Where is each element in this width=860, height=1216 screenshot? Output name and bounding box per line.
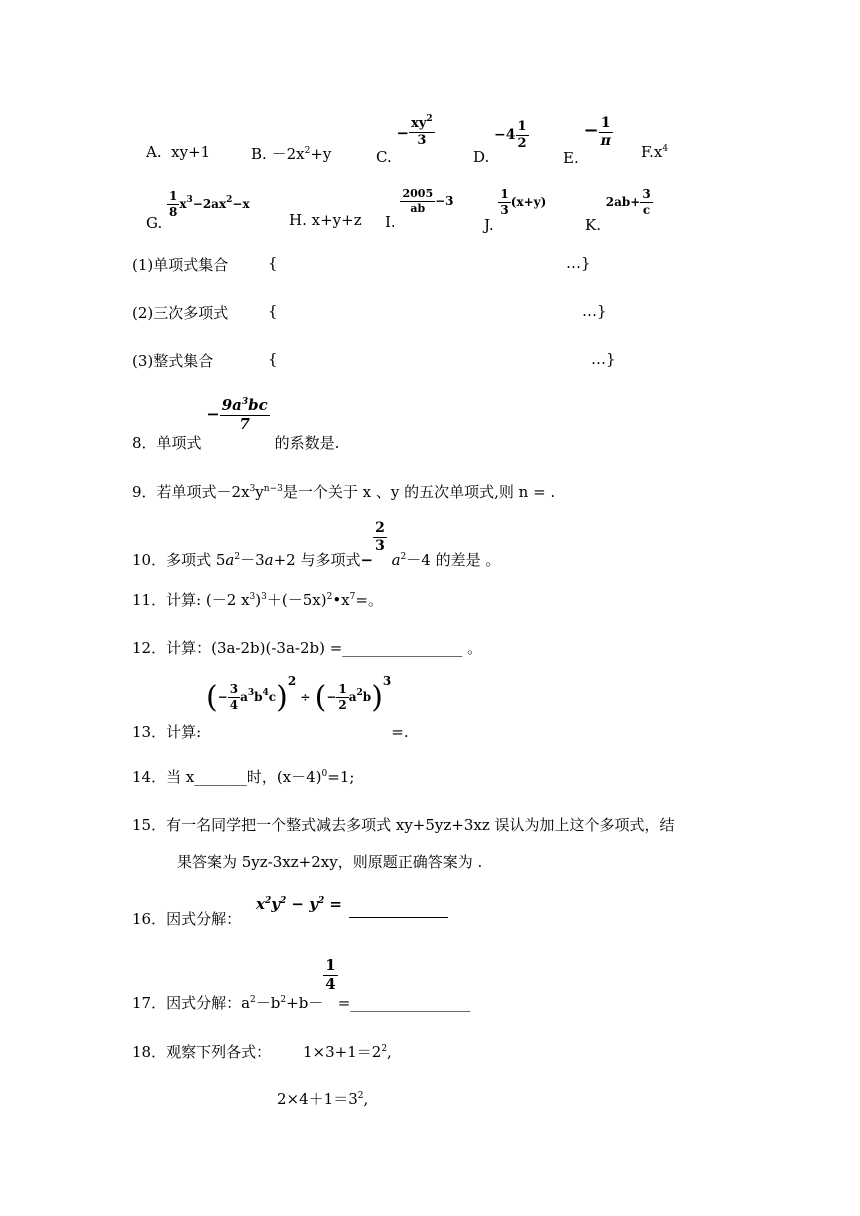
variable: a: [264, 551, 274, 570]
exponent: 7: [349, 592, 356, 602]
operator: −: [286, 895, 310, 913]
question-text: 因式分解：a: [166, 994, 251, 1013]
exponent: 2: [317, 896, 325, 906]
exponent: 2: [287, 674, 297, 688]
exponent: 2: [234, 552, 241, 563]
question-number: 17．: [132, 994, 167, 1013]
operator: ÷: [300, 690, 311, 704]
variable: a: [240, 690, 248, 704]
option-letter: I.: [385, 213, 396, 232]
question-17: [132, 956, 471, 1013]
sign: −: [396, 124, 410, 143]
question-text: 当 x: [166, 768, 195, 786]
option-b: [251, 143, 331, 164]
numerator: 9a: [221, 396, 242, 414]
exponent: 2: [400, 552, 407, 563]
fraction: [599, 116, 613, 148]
set-row-1: [132, 254, 228, 275]
sign: −: [326, 690, 337, 704]
numerator: 1: [599, 116, 613, 133]
variable: y: [271, 895, 280, 913]
exponent: n−3: [263, 484, 283, 494]
question-number: 15．: [132, 816, 167, 834]
question-14: [132, 766, 354, 787]
denominator: ab: [410, 201, 426, 215]
denominator: 2: [338, 698, 347, 712]
question-text: －3: [240, 551, 265, 570]
variable: y: [309, 895, 318, 913]
numerator: 2005: [402, 187, 434, 200]
question-16: [132, 908, 241, 929]
question-text: =: [337, 994, 351, 1013]
exponent: 2: [264, 896, 272, 906]
answer-blank[interactable]: ________________: [342, 639, 463, 657]
question-number: 16．: [132, 910, 167, 928]
fraction: [409, 114, 435, 148]
pattern-text: ,: [387, 1043, 392, 1061]
denominator: c: [642, 202, 651, 217]
exponent: 2: [250, 995, 256, 1006]
exponent: 2: [326, 592, 333, 602]
fraction: [323, 958, 337, 993]
question-text: y: [255, 483, 264, 501]
operator: =: [324, 895, 342, 913]
denominator: 3: [417, 132, 427, 148]
variable: b: [254, 690, 263, 704]
option-k: [585, 187, 653, 235]
exponent: 2: [426, 114, 433, 124]
exponent: 2: [304, 146, 311, 156]
question-15: [132, 814, 675, 835]
variable: a: [391, 551, 401, 570]
option-expr: xy+1: [171, 143, 211, 161]
factor-expression: [256, 895, 342, 913]
answer-blank-line[interactable]: [349, 917, 448, 918]
numerator: 1: [517, 119, 527, 134]
question-text: =1;: [327, 768, 355, 786]
term: (x+y): [510, 195, 547, 210]
variable: x: [256, 895, 265, 913]
option-f: [641, 143, 668, 161]
question-10: [132, 520, 501, 570]
option-letter: E.: [563, 149, 579, 168]
set-row-3: [132, 350, 213, 371]
option-letter: J.: [484, 216, 494, 235]
pattern-text: 2×4＋1＝3: [277, 1090, 358, 1108]
sign: −: [217, 690, 228, 704]
exponent: 4: [262, 688, 269, 698]
exponent: 0: [321, 769, 328, 779]
question-text: 多项式 5: [166, 551, 226, 570]
option-h: [289, 211, 362, 229]
question-text: ＋(－5x): [266, 591, 327, 609]
denominator: 4: [229, 698, 239, 712]
question-text: 是一个关于 x 、y 的五次单项式,则 n = .: [282, 483, 556, 501]
option-expr: －2x: [271, 145, 305, 163]
exponent: 4: [662, 144, 669, 154]
fraction: [228, 683, 240, 711]
term: −x: [232, 197, 250, 212]
exponent: 2: [279, 896, 287, 906]
set-label: (3)整式集合: [132, 352, 214, 370]
question-number: 18．: [132, 1043, 167, 1061]
fraction: [516, 120, 529, 150]
question-text: 的系数是.: [274, 434, 340, 453]
term: −3: [435, 194, 454, 209]
exponent: 3: [241, 397, 249, 407]
question-text: 因式分解：: [166, 910, 242, 928]
question-12: [132, 637, 482, 658]
set-label: (2)三次多项式: [132, 304, 229, 322]
exponent: 3: [261, 592, 267, 602]
question-number: 13．: [132, 723, 167, 741]
option-e: [563, 115, 613, 168]
variable: b: [362, 690, 372, 704]
pattern-line-2: [277, 1088, 368, 1109]
numerator-rest: bc: [248, 396, 268, 414]
question-number: 14．: [132, 768, 167, 786]
set-close-brace: …}: [566, 254, 591, 272]
question-18: [132, 1041, 271, 1062]
denominator: 8: [169, 204, 178, 219]
question-text: 单项式: [156, 434, 202, 453]
question-number: 12．: [132, 639, 167, 657]
whole-part: −4: [494, 127, 516, 144]
sign: −: [360, 551, 374, 570]
answer-blank[interactable]: _______: [194, 768, 247, 786]
option-d: [473, 119, 529, 167]
set-open-brace: {: [268, 350, 278, 368]
question-text: 计算: (－2 x: [166, 591, 250, 609]
answer-blank[interactable]: ________________: [350, 994, 471, 1013]
variable: c: [268, 690, 277, 704]
option-a: [146, 143, 210, 161]
denominator: 2: [517, 135, 527, 151]
numerator: 2: [375, 520, 385, 536]
question-text: 有一名同学把一个整式减去多项式 xy+5yz+3xz 误认为加上这个多项式，结: [166, 816, 675, 834]
question-text: 观察下列各式：: [166, 1043, 272, 1061]
set-close-brace: …}: [582, 302, 607, 320]
option-letter: G.: [146, 214, 163, 233]
set-row-2: [132, 302, 228, 323]
exponent: 2: [357, 1091, 364, 1101]
sign: −: [583, 120, 599, 142]
sign: −: [206, 404, 220, 424]
set-open-brace: {: [268, 254, 278, 272]
option-expr: x: [653, 143, 663, 161]
option-letter: F.: [641, 143, 654, 161]
option-expr: x+y+z: [311, 211, 362, 229]
numerator: xy: [411, 116, 427, 131]
question-number: 9．: [132, 483, 157, 501]
set-label: (1)单项式集合: [132, 256, 229, 274]
fraction: [640, 188, 652, 216]
exponent: 2: [280, 995, 287, 1006]
term: 2ab+: [605, 195, 641, 210]
denominator: 4: [325, 974, 336, 993]
question-text: 计算：(3a-2b)(-3a-2b) =: [166, 639, 343, 657]
fraction: [498, 188, 510, 216]
option-letter: B.: [251, 145, 267, 163]
variable: a: [225, 551, 235, 570]
numerator: 1: [338, 682, 347, 697]
term: x: [179, 197, 187, 212]
pattern-text: ,: [363, 1090, 369, 1108]
option-letter: C.: [376, 148, 392, 167]
option-expr-rest: +y: [310, 145, 332, 163]
fraction: [336, 683, 348, 711]
question-text: ): [255, 591, 262, 609]
question-text: －b: [255, 994, 281, 1013]
option-letter: H.: [289, 211, 307, 229]
exponent: 3: [382, 674, 392, 688]
exponent: 3: [249, 484, 256, 494]
pattern-text: 1×3+1＝2: [303, 1043, 382, 1061]
fraction: [167, 190, 179, 218]
set-open-brace: {: [268, 302, 278, 320]
question-text: •x: [332, 591, 350, 609]
exponent: 2: [226, 195, 233, 206]
numerator: 1: [169, 189, 178, 203]
denominator: 3: [375, 537, 385, 554]
numerator: 3: [642, 187, 651, 201]
variable: a: [348, 690, 357, 704]
exponent: 2: [381, 1044, 388, 1054]
fraction: [220, 398, 270, 433]
numerator: 3: [229, 682, 239, 697]
numerator: 1: [500, 187, 509, 201]
question-number: 8．: [132, 434, 157, 453]
fraction: [373, 521, 387, 553]
denominator: 3: [500, 202, 509, 217]
question-text: 时，(x－4): [246, 768, 322, 786]
option-letter: K.: [585, 216, 601, 235]
option-c: [376, 114, 435, 167]
question-number: 10．: [132, 551, 167, 570]
question-text: －4 的差是 。: [406, 551, 501, 570]
term: −2ax: [192, 197, 227, 212]
question-number: 11．: [132, 591, 167, 609]
denominator: π: [600, 132, 611, 149]
exponent: 2: [356, 688, 363, 698]
numerator: 1: [325, 956, 336, 974]
set-close-brace: …}: [591, 350, 616, 368]
question-text: 计算:: [166, 723, 202, 741]
question-text: 若单项式－2x: [156, 483, 250, 501]
question-15-line-2: 果答案为 5yz-3xz+2xy，则原题正确答案为 .: [177, 853, 483, 871]
question-text: =。: [355, 591, 383, 609]
exponent: 3: [186, 195, 193, 206]
denominator: 7: [239, 414, 250, 433]
question-11: [132, 589, 383, 610]
question-text: 。: [462, 639, 483, 657]
question-text: =.: [391, 723, 409, 741]
question-13: 13．计算: (− $\frac{3}{4}$ $a^3b^4c)^2$ ÷ (− $\frac{1}{2}$ $a^2b)^3=$.: [132, 674, 409, 741]
question-8: [132, 396, 340, 453]
option-j: [484, 187, 547, 235]
exponent: 3: [249, 592, 256, 602]
option-letter: A.: [146, 143, 162, 161]
fraction: [400, 188, 435, 214]
pattern-line-1: [303, 1041, 392, 1062]
option-g: [146, 189, 250, 233]
question-9: [132, 481, 555, 502]
option-i: [385, 187, 454, 232]
question-text: +b－: [286, 994, 324, 1013]
question-text: +2 与多项式: [273, 551, 361, 570]
exponent: 3: [247, 688, 255, 698]
option-letter: D.: [473, 148, 490, 167]
